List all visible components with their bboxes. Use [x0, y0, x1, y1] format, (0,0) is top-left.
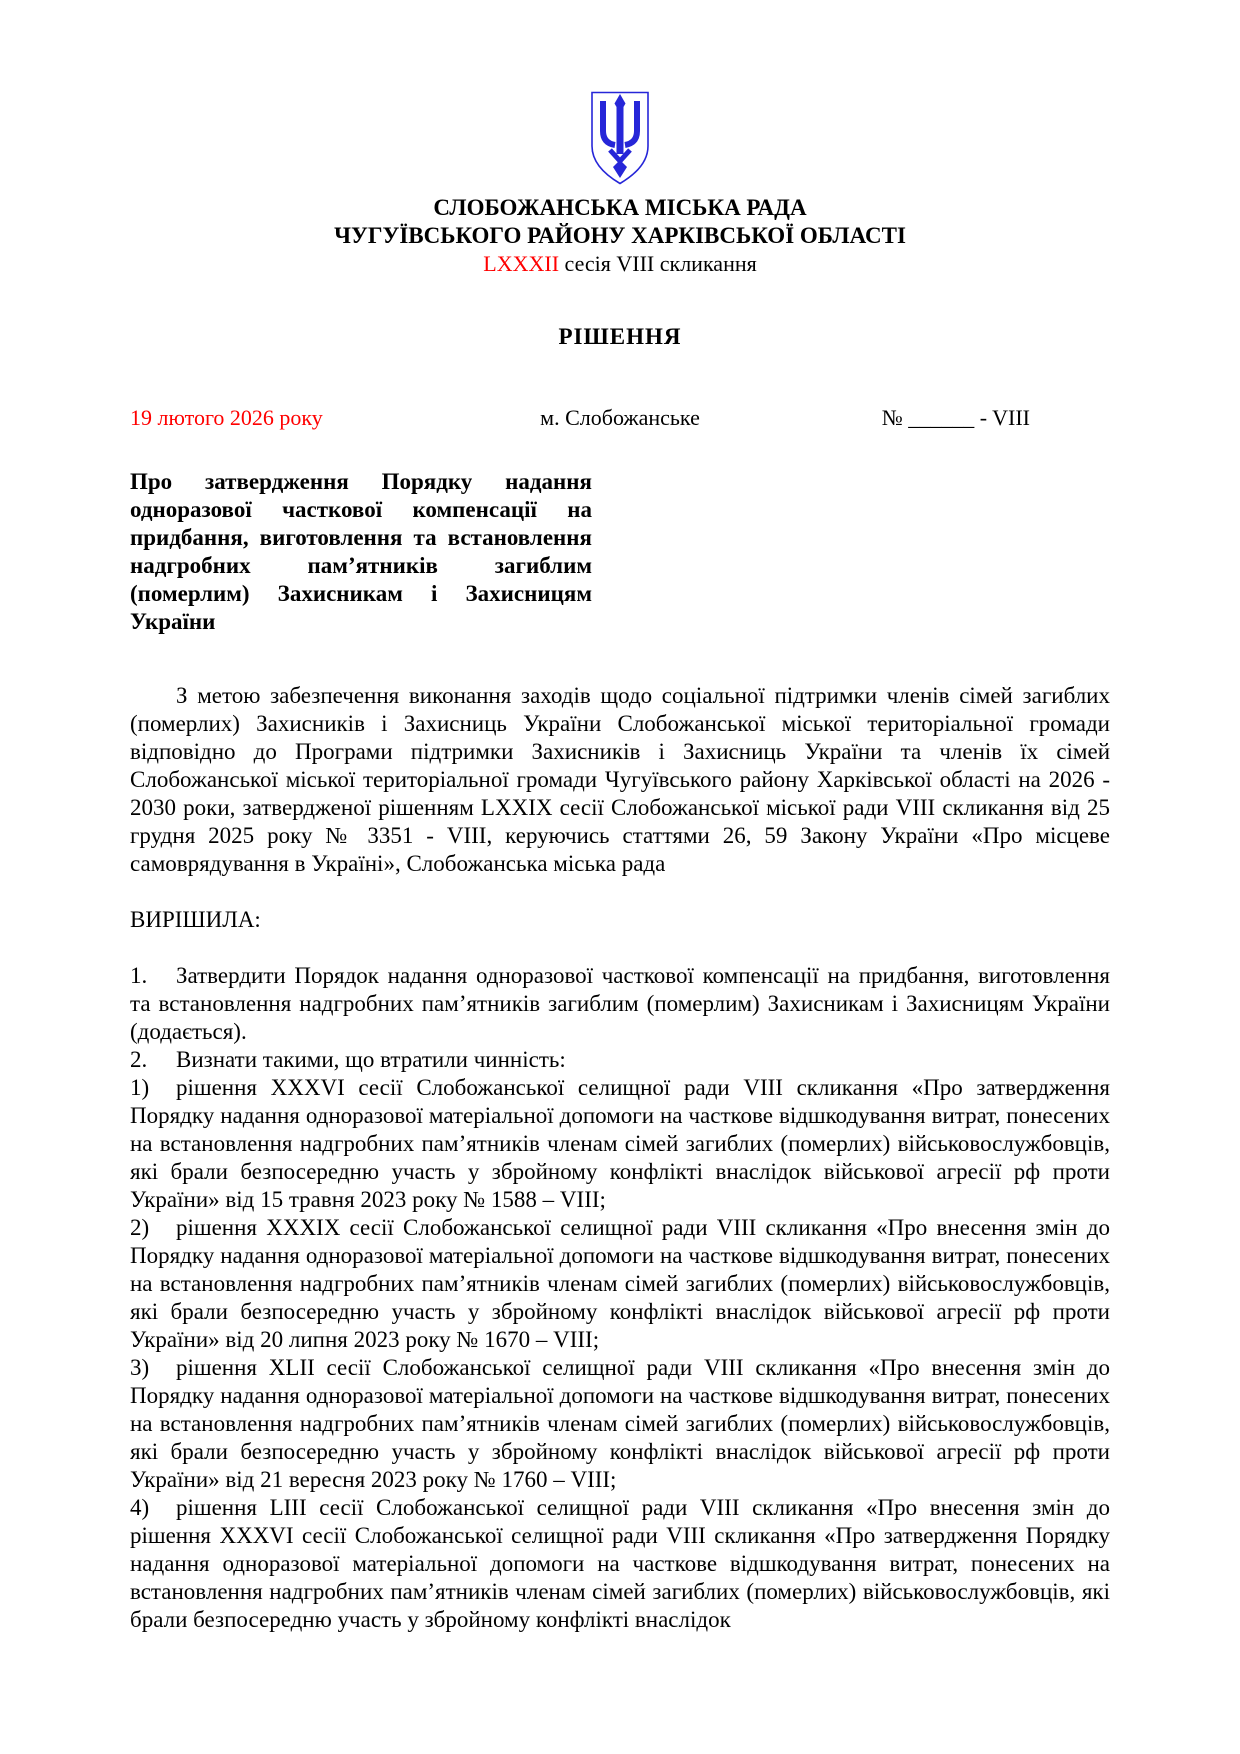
- decision-subitem-2: [130, 1214, 1110, 1354]
- item-marker: 3): [130, 1355, 150, 1380]
- item-marker: 2): [130, 1215, 150, 1240]
- decision-subitem-1: [130, 1074, 1110, 1214]
- ukraine-trident-emblem: [130, 90, 1110, 186]
- item-text: рішення LIII сесії Слобожанської селищної ради VIII скликання «Про внесення змін до рішення XXXVI сесії Слобожанської селищної ради VIII скликання «Про затвердження Порядку надання одноразової матеріальної допомоги на часткове відшкодування витрат, понесених на встановлення надгробних пам’ятників членам сімей загиблих (померлих) військовослужбовців, які брали безпосередню участь у збройному конфлікті внаслідок: [130, 1495, 1110, 1632]
- preamble-paragraph: З метою забезпечення виконання заходів щодо соціальної підтримки членів сімей загиблих (померлих) Захисників і Захисниць України Слобожанської міської територіальної громади відповідно до Програми підтримки Захисників і Захисниць України та членів їх сімей Слобожанської міської територіальної громади Чугуївського району Харківської області на 2026 - 2030 роки, затвердженої рішенням LXXIX сесії Слобожанської міської ради VIII скликання від 25 грудня 2025 року № 3351 - VIII, керуючись статтями 26, 59 Закону України «Про місцеве самоврядування в Україні», Слобожанська міська рада: [130, 683, 1110, 876]
- decision-subitem-4: [130, 1494, 1110, 1634]
- trident-icon: [589, 90, 651, 186]
- decision-item-2: [130, 1046, 1110, 1074]
- item-marker: 1): [130, 1075, 150, 1100]
- item-marker: 4): [130, 1495, 150, 1520]
- item-text: рішення XXXVI сесії Слобожанської селищної ради VIII скликання «Про затвердження Порядку надання одноразової матеріальної допомоги на часткове відшкодування витрат, понесених на встановлення надгробних пам’ятників членам сімей загиблих (померлих) військовослужбовців, які брали безпосередню участь у збройному конфлікті внаслідок військової агресії рф проти України» від 15 травня 2023 року № 1588 – VIII;: [130, 1075, 1110, 1212]
- item-text: Визнати такими, що втратили чинність:: [176, 1047, 566, 1072]
- item-marker: 2.: [130, 1047, 148, 1072]
- resolution-word: ВИРІШИЛА:: [130, 907, 261, 932]
- decision-number: № ______ - VIII: [881, 405, 1031, 430]
- org-region: ЧУГУЇВСЬКОГО РАЙОНУ ХАРКІВСЬКОЇ ОБЛАСТІ: [334, 223, 906, 248]
- session-text: сесія VIII скликання: [559, 251, 757, 276]
- decision-title: Про затвердження Порядку надання одноразової часткової компенсації на придбання, виготовлення та встановлення надгробних пам’ятників загиблим (померлим) Захисникам і Захисницям України: [130, 469, 592, 634]
- decision-subitem-3: [130, 1354, 1110, 1494]
- item-marker: 1.: [130, 963, 148, 988]
- decision-meta-row: [130, 404, 1110, 432]
- org-name: СЛОБОЖАНСЬКА МІСЬКА РАДА: [433, 195, 807, 220]
- session-line: [130, 250, 1110, 278]
- decision-place: м. Слобожанське: [540, 405, 700, 430]
- session-number: LXXXII: [483, 251, 560, 276]
- item-text: рішення XXXIX сесії Слобожанської селищної ради VIII скликання «Про внесення змін до Порядку надання одноразової матеріальної допомоги на часткове відшкодування витрат, понесених на встановлення надгробних пам’ятників членам сімей загиблих (померлих) військовослужбовців, які брали безпосередню участь у збройному конфлікті внаслідок військової агресії рф проти України» від 20 липня 2023 року № 1670 – VIII;: [130, 1215, 1110, 1352]
- doc-type-title: РІШЕННЯ: [558, 324, 682, 349]
- item-text: рішення XLII сесії Слобожанської селищної ради VIII скликання «Про внесення змін до Порядку надання одноразової матеріальної допомоги на часткове відшкодування витрат, понесених на встановлення надгробних пам’ятників членам сімей загиблих (померлих) військовослужбовців, які брали безпосередню участь у збройному конфлікті внаслідок військової агресії рф проти України» від 21 вересня 2023 року № 1760 – VIII;: [130, 1355, 1110, 1492]
- decision-item-1: [130, 962, 1110, 1046]
- decision-date: 19 лютого 2026 року: [130, 405, 323, 430]
- item-text: Затвердити Порядок надання одноразової часткової компенсації на придбання, виготовлення та встановлення надгробних пам’ятників загиблим (померлим) Захисникам і Захисницям України (додається).: [130, 963, 1110, 1044]
